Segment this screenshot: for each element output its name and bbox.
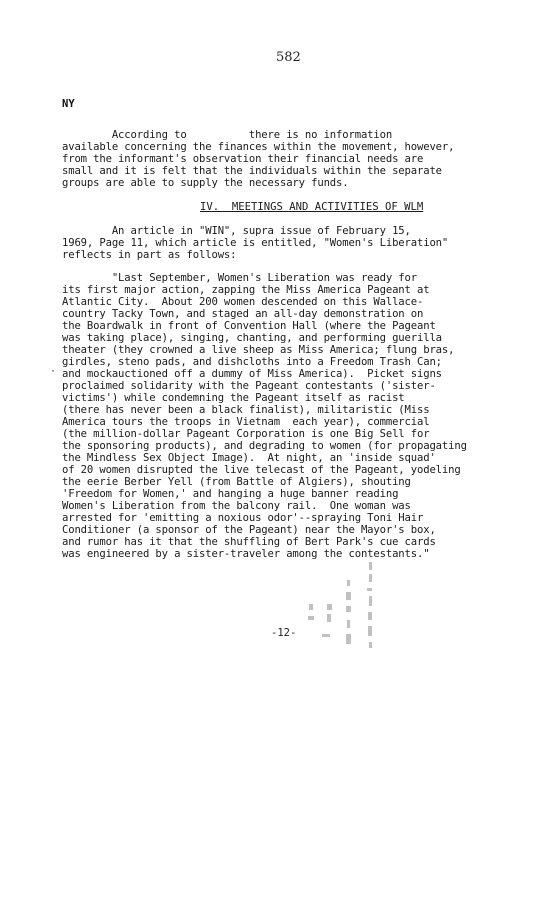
footer-page-number: -12- (271, 627, 297, 639)
office-code: NY (62, 98, 75, 110)
text-line: groups are able to supply the necessary funds. (62, 177, 349, 189)
quote-line: Atlantic City. About 200 women descended on this Wallace- (62, 296, 424, 308)
quote-line: of 20 women disrupted the live telecast of the Pageant, yodeling (62, 464, 461, 476)
text-line: from the informant's observation their financial needs are (62, 153, 424, 165)
section-heading: IV. MEETINGS AND ACTIVITIES OF WLM (200, 201, 424, 213)
quote-line: theater (they crowned a live sheep as Miss America; flung bras, (62, 344, 455, 356)
quote-line: "Last September, Women's Liberation was ready for (62, 272, 417, 284)
text-line: small and it is felt that the individuals within the separate (62, 165, 442, 177)
quote-line: its first major action, zapping the Miss America Pageant at (62, 284, 430, 296)
page-number: 582 (276, 50, 301, 65)
margin-tick-mark: · (50, 366, 57, 377)
text-line: available concerning the finances within the movement, however, (62, 141, 455, 153)
quote-line: proclaimed solidarity with the Pageant contestants ('sister- (62, 380, 436, 392)
quote-line: Women's Liberation from the balcony rail. One woman was (62, 500, 411, 512)
quote-line: country Tacky Town, and staged an all-day demonstration on (62, 308, 424, 320)
quote-line: and rumor has it that the shuffling of Bert Park's cue cards (62, 536, 436, 548)
quote-line: 'Freedom for Women,' and hanging a huge banner reading (62, 488, 399, 500)
quote-line: was engineered by a sister-traveler among the contestants." (62, 548, 430, 560)
quote-line: the Mindless Sex Object Image). At night, an 'inside squad' (62, 452, 436, 464)
text-line: An article in "WIN", supra issue of February 15, (62, 225, 411, 237)
quote-line: was taking place), singing, chanting, and performing guerilla (62, 332, 442, 344)
quote-line: Conditioner (a sponsor of the Pageant) near the Mayor's box, (62, 524, 436, 536)
text-line: 1969, Page 11, which article is entitled, "Women's Liberation" (62, 237, 449, 249)
quote-line: girdles, steno pads, and dishcloths into a Freedom Trash Can; (62, 356, 442, 368)
quote-line: the sponsoring products), and degrading to women (for propagating (62, 440, 467, 452)
quote-line: victims') while condemning the Pageant itself as racist (62, 392, 405, 404)
quote-line: (the million-dollar Pageant Corporation is one Big Sell for (62, 428, 430, 440)
text-line: According to there is no information (62, 129, 393, 141)
quote-line: America tours the troops in Vietnam each year), commercial (62, 416, 430, 428)
text-line: reflects in part as follows: (62, 249, 237, 261)
quote-line: the Boardwalk in front of Convention Hall (where the Pageant (62, 320, 436, 332)
quote-line: (there has never been a black finalist), militaristic (Miss (62, 404, 430, 416)
quote-line: the eerie Berber Yell (from Battle of Algiers), shouting (62, 476, 411, 488)
quote-line: and mockauctioned off a dummy of Miss America). Picket signs (62, 368, 442, 380)
quote-line: arrested for 'emitting a noxious odor'--spraying Toni Hair (62, 512, 424, 524)
